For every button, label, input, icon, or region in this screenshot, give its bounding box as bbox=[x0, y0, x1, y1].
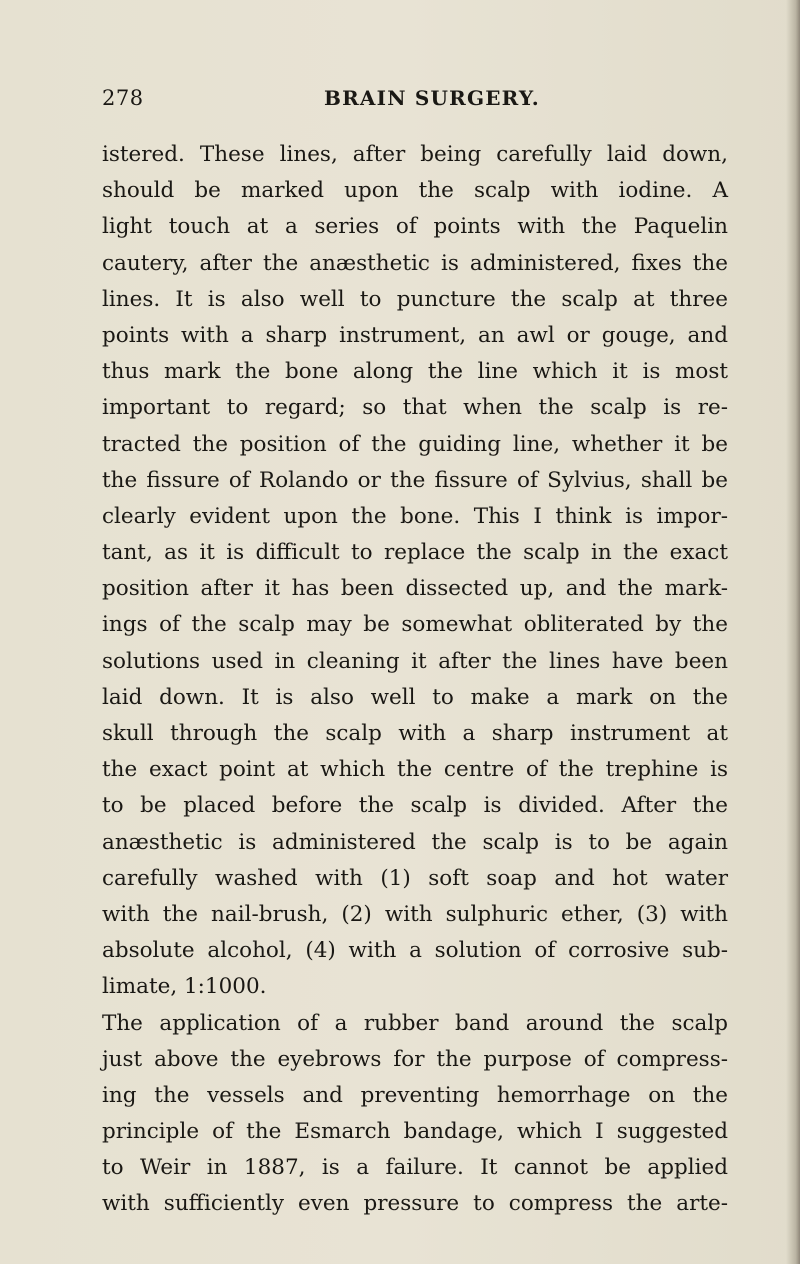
text-line: tant, as it is difficult to replace the scalp in the exact bbox=[102, 540, 728, 566]
text-line: to Weir in 1887, is a failure. It cannot be applied bbox=[102, 1155, 728, 1181]
text-line: to be placed before the scalp is divided. After the bbox=[102, 793, 728, 819]
text-line: should be marked upon the scalp with iodine. A bbox=[102, 178, 728, 204]
text-line: tracted the position of the guiding line, whether it be bbox=[102, 431, 728, 457]
text-line: clearly evident upon the bone. This I think is impor- bbox=[102, 503, 728, 529]
text-line: the fissure of Rolando or the fissure of Sylvius, shall be bbox=[102, 467, 728, 493]
text-line: ing the vessels and preventing hemorrhage on the bbox=[102, 1082, 728, 1108]
running-head: BRAIN SURGERY. bbox=[324, 86, 540, 110]
text-line: light touch at a series of points with the Paquelin bbox=[102, 214, 728, 240]
text-line: just above the eyebrows for the purpose of compress- bbox=[102, 1046, 728, 1072]
text-line: solutions used in cleaning it after the lines have been bbox=[102, 648, 728, 674]
page-edge-shadow bbox=[786, 0, 800, 1264]
text-line: the exact point at which the centre of the trephine is bbox=[102, 757, 728, 783]
text-line: carefully washed with (1) soft soap and hot water bbox=[102, 865, 728, 891]
text-line: with the nail-brush, (2) with sulphuric ether, (3) with bbox=[102, 901, 728, 927]
paragraph-end-line: limate, 1:1000. bbox=[102, 974, 267, 1000]
body-text bbox=[102, 137, 728, 1223]
text-line: points with a sharp instrument, an awl or gouge, and bbox=[102, 322, 728, 348]
text-line: istered. These lines, after being carefully laid down, bbox=[102, 142, 728, 167]
text-line: ings of the scalp may be somewhat obliterated by the bbox=[102, 612, 728, 638]
text-line: anæsthetic is administered the scalp is to be again bbox=[102, 829, 728, 855]
paragraph-start-line: The application of a rubber band around the scalp bbox=[102, 1010, 728, 1036]
text-line: lines. It is also well to puncture the scalp at three bbox=[102, 286, 728, 312]
text-line: skull through the scalp with a sharp instrument at bbox=[102, 721, 728, 746]
text-line: thus mark the bone along the line which it is most bbox=[102, 359, 728, 385]
text-line: laid down. It is also well to make a mark on the bbox=[102, 684, 728, 710]
page-header bbox=[102, 86, 728, 112]
text-line: cautery, after the anæsthetic is administered, fixes the bbox=[102, 250, 728, 276]
text-line: important to regard; so that when the scalp is re- bbox=[102, 395, 728, 421]
text-line: principle of the Esmarch bandage, which I suggested bbox=[102, 1119, 728, 1145]
text-line: absolute alcohol, (4) with a solution of corrosive sub- bbox=[102, 938, 728, 964]
text-line: position after it has been dissected up, and the mark- bbox=[102, 576, 728, 602]
page-number: 278 bbox=[102, 86, 144, 110]
text-line: with sufficiently even pressure to compress the arte- bbox=[102, 1191, 728, 1217]
